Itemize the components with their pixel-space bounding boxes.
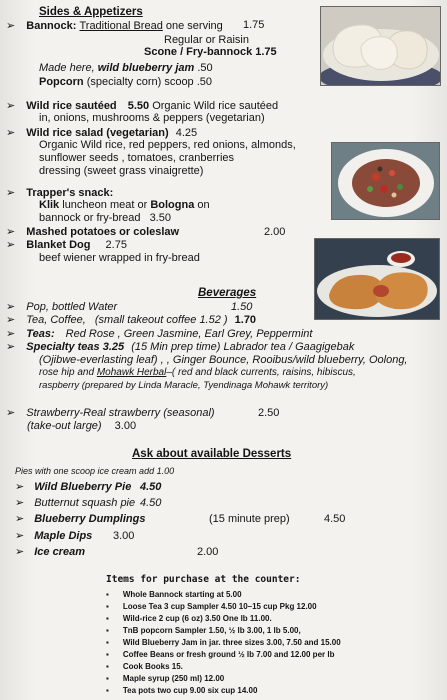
dessert-item xyxy=(15,546,85,559)
specialty-l2-text: (Ojibwe-everlasting leaf) , xyxy=(39,354,164,366)
salad-veg: (vegetarian) xyxy=(106,127,169,139)
counter-item-text: Wild Blueberry Jam in jar. three sizes 3.00, 7.50 and 15.00 xyxy=(122,638,341,647)
blanket-dog-image-icon xyxy=(315,239,440,320)
counter-title: Items for purchase at the counter: xyxy=(106,574,301,585)
specialty-l4: raspberry (prepared by Linda Maracle, Tyendinaga Mohawk territory) xyxy=(39,380,329,391)
popcorn-desc: (specialty corn) scoop .50 xyxy=(86,76,213,88)
blanket-dog-photo xyxy=(314,238,440,320)
specialty-l3-rest: –( red and black currents, raisins, hibiscus, xyxy=(166,367,356,378)
strawberry-price: 2.50 xyxy=(258,407,280,419)
jam: wild blueberry jam xyxy=(97,62,195,74)
specialty-l3-text: rose hip and xyxy=(39,367,95,378)
blanket-desc: beef wiener wrapped in fry-bread xyxy=(39,252,200,264)
blanket-price: 2.75 xyxy=(105,239,127,251)
tea-coffee-small: (small takeout coffee xyxy=(94,314,197,326)
specialty-label: Specialty teas xyxy=(26,341,100,353)
beverages-heading: Beverages xyxy=(198,287,257,299)
pop-price: 1.50 xyxy=(231,301,253,313)
square-bullet-icon: ▪ xyxy=(106,650,109,659)
square-bullet-icon: ▪ xyxy=(106,626,109,635)
pop-row: ➢ Pop, bottled Water xyxy=(6,301,118,313)
klik-text: Klik xyxy=(39,199,60,211)
bannock-options: Regular or Raisin xyxy=(164,34,249,46)
mashed-price: 2.00 xyxy=(264,226,286,238)
sides-heading: Sides & Appetizers xyxy=(39,6,143,18)
klik-on: on xyxy=(197,199,210,211)
desserts-note: Pies with one scoop ice cream add 1.00 xyxy=(15,466,175,476)
dessert-name: Wild Blueberry Pie xyxy=(34,481,132,493)
teas-list: Red Rose , Green Jasmine, Earl Grey, Peppermint xyxy=(65,328,313,340)
tea-coffee-name: Tea, Coffee, xyxy=(26,314,86,326)
salad-desc1: Organic Wild rice, red peppers, red onions, almonds, xyxy=(39,139,296,151)
klik-price: 3.50 xyxy=(149,212,171,224)
square-bullet-icon: ▪ xyxy=(106,602,109,611)
klik-line xyxy=(39,199,210,212)
counter-item-text: TnB popcorn Sampler 1.50, ½ lb 3.00, 1 lb 5.00, xyxy=(122,626,301,635)
salad-desc3: dressing (sweet grass vinaigrette) xyxy=(39,165,204,177)
dessert-item xyxy=(15,530,92,543)
arrow-bullet-icon: ➢ xyxy=(15,513,25,525)
counter-item xyxy=(106,626,301,636)
counter-item-text: Whole Bannock starting at 5.00 xyxy=(122,590,242,599)
square-bullet-icon: ▪ xyxy=(106,674,109,683)
specialty-row: ➢ Specialty teas 3.25 (15 Min prep time) Labrador tea / Gaagigebak xyxy=(6,341,355,353)
counter-item-text: Maple syrup (250 ml) 12.00 xyxy=(122,674,225,683)
dessert-price: 4.50 xyxy=(140,481,162,493)
dessert-price: 4.50 xyxy=(324,513,346,525)
dessert-name: Butternut squash pie xyxy=(34,497,136,509)
jam-price: .50 xyxy=(197,62,213,74)
dessert-item xyxy=(15,513,145,526)
strawberry-large: (take-out large) xyxy=(27,420,102,432)
dessert-item xyxy=(15,481,131,494)
wild-rice-desc2: in, onions, mushrooms & peppers (vegetarian) xyxy=(39,112,265,124)
square-bullet-icon: ▪ xyxy=(106,638,109,647)
salad-image-icon xyxy=(332,143,440,220)
desserts-heading: Ask about available Desserts xyxy=(132,448,292,460)
teas-label: Teas: xyxy=(26,328,55,340)
made-here-line xyxy=(39,62,213,75)
pop-name: Pop, bottled Water xyxy=(26,301,118,313)
counter-item xyxy=(106,650,334,660)
wild-rice-desc1: Organic Wild rice sautéed xyxy=(152,100,279,112)
specialty-l2 xyxy=(39,354,408,367)
specialty-l1-rest: Labrador tea / Gaagigebak xyxy=(223,341,355,353)
salad-photo xyxy=(331,142,440,220)
wild-rice-row xyxy=(6,99,278,112)
blanket-row xyxy=(6,238,127,251)
dessert-price: 4.50 xyxy=(140,497,162,509)
dessert-name: Maple Dips xyxy=(34,530,93,542)
specialty-l2-rest: , Ginger Bounce, Rooibus/wild blueberry, Oolong, xyxy=(166,354,408,366)
specialty-l3 xyxy=(39,367,356,379)
counter-item xyxy=(106,674,224,684)
bleed-through xyxy=(353,455,443,695)
dessert-item xyxy=(15,497,135,510)
tea-coffee-price: 1.70 xyxy=(234,314,257,326)
square-bullet-icon: ▪ xyxy=(106,590,109,599)
specialty-l3-mohawk: Mohawk Herbal xyxy=(96,367,167,378)
counter-item xyxy=(106,590,242,600)
klik-line2 xyxy=(39,212,171,225)
salad-row xyxy=(6,126,197,139)
dessert-name: Ice cream xyxy=(34,546,85,558)
scone-line: Scone / Fry-bannock 1.75 xyxy=(144,46,277,58)
trapper-row xyxy=(6,186,113,199)
square-bullet-icon: ▪ xyxy=(106,662,109,671)
klik-line2-text: bannock or fry-bread xyxy=(39,212,141,224)
strawberry-large-price: 3.00 xyxy=(114,420,137,432)
bologna-text: Bologna xyxy=(150,199,195,211)
counter-item xyxy=(106,662,183,672)
tea-coffee-row: ➢ Tea, Coffee, (small takeout coffee 1.52 ) 1.70 xyxy=(6,314,257,326)
dessert-name: Blueberry Dumplings xyxy=(34,513,146,525)
trapper-name: Trapper's snack: xyxy=(26,187,114,199)
counter-item-text: Tea pots two cup 9.00 six cup 14.00 xyxy=(122,686,258,695)
specialty-price: 3.25 xyxy=(102,341,125,353)
counter-item-text: Coffee Beans or fresh ground ½ lb 7.00 and 12.00 per lb xyxy=(122,650,335,659)
strawberry-name: Strawberry-Real strawberry (seasonal) xyxy=(26,407,215,419)
made-here: Made here, xyxy=(39,62,95,74)
wild-rice-price: 5.50 xyxy=(127,100,150,112)
counter-item xyxy=(106,614,272,624)
salad-desc2: sunflower seeds , tomatoes, cranberries xyxy=(39,152,235,164)
bannock-row xyxy=(6,19,223,32)
mashed-name: Mashed potatoes or coleslaw xyxy=(26,226,180,238)
strawberry-large-line xyxy=(27,420,136,433)
counter-item xyxy=(106,602,317,612)
counter-item-text: Loose Tea 3 cup Sampler 4.50 10–15 cup Pkg 12.00 xyxy=(122,602,317,611)
salad-name: Wild rice salad xyxy=(26,127,104,139)
arrow-bullet-icon: ➢ xyxy=(15,481,25,493)
square-bullet-icon: ▪ xyxy=(106,614,109,623)
blanket-name: Blanket Dog xyxy=(26,239,91,251)
popcorn-line xyxy=(39,76,212,89)
teas-row: ➢ Teas: Red Rose , Green Jasmine, Earl Grey, Peppermint xyxy=(6,328,313,340)
counter-item xyxy=(106,686,257,696)
tea-coffee-small-price: 1.52 ) xyxy=(199,314,228,326)
bannock-name: Bannock: xyxy=(26,20,77,32)
counter-item-text: Cook Books 15. xyxy=(122,662,183,671)
arrow-bullet-icon: ➢ xyxy=(15,530,25,542)
dessert-price: 3.00 xyxy=(113,530,135,542)
strawberry-row: ➢ Strawberry-Real strawberry (seasonal) xyxy=(6,407,215,419)
mashed-row xyxy=(6,225,179,238)
wild-rice-name: Wild rice sautéed xyxy=(26,100,117,112)
bannock-price: 1.75 xyxy=(243,19,265,31)
bannock-serving: one serving xyxy=(165,20,223,32)
counter-item xyxy=(106,638,341,648)
salad-price: 4.25 xyxy=(175,127,198,139)
arrow-bullet-icon: ➢ xyxy=(15,546,25,558)
popcorn-name: Popcorn xyxy=(39,76,84,88)
counter-item-text: Wild-rice 2 cup (6 oz) 3.50 One lb 11.00. xyxy=(122,614,272,623)
bannock-trad: Traditional Bread xyxy=(79,20,163,32)
specialty-note: (15 Min prep time) xyxy=(131,341,221,353)
bannock-image-icon xyxy=(321,7,441,86)
dessert-price: 2.00 xyxy=(197,546,219,558)
dessert-note: (15 minute prep) xyxy=(209,513,290,525)
arrow-bullet-icon: ➢ xyxy=(15,497,25,509)
square-bullet-icon: ▪ xyxy=(106,686,109,695)
bannock-photo xyxy=(320,6,441,86)
klik-desc: luncheon meat or xyxy=(62,199,148,211)
